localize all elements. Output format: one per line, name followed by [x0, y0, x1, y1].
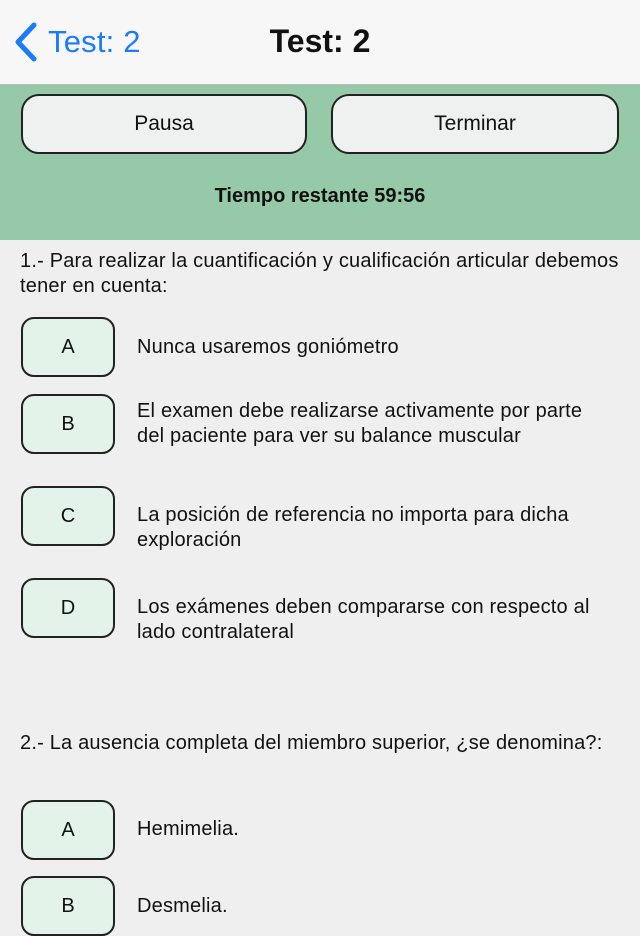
question-2-option-a-button[interactable]: A — [21, 800, 115, 860]
question-1-option-a-button[interactable]: A — [21, 317, 115, 377]
question-1-option-c-text: La posición de referencia no importa para dicha exploración — [137, 504, 569, 551]
question-2-option-b-button[interactable]: B — [21, 876, 115, 936]
question-1-option-d-button[interactable]: D — [21, 578, 115, 638]
question-1-option-a-text: Nunca usaremos goniómetro — [137, 336, 399, 358]
navigation-bar — [0, 0, 640, 85]
question-2-option-a-text: Hemimelia. — [137, 818, 240, 840]
time-remaining: Tiempo restante 59:56 — [214, 185, 426, 207]
control-panel — [0, 85, 640, 240]
question-1-option-b-button[interactable]: B — [21, 394, 115, 454]
question-2-text: 2.- La ausencia completa del miembro superior, ¿se denomina?: — [20, 732, 603, 754]
question-1-option-b-text: El examen debe realizarse activamente por parte del paciente para ver su balance muscular — [137, 400, 583, 447]
finish-button[interactable]: Terminar — [331, 94, 619, 154]
page-title: Test: 2 — [269, 23, 371, 59]
question-1-option-c-button[interactable]: C — [21, 486, 115, 546]
back-button-label: Test: 2 — [48, 24, 141, 59]
question-2-option-b-text: Desmelia. — [137, 895, 228, 917]
pause-button[interactable]: Pausa — [21, 94, 307, 154]
question-1-option-d-text: Los exámenes deben compararse con respecto al lado contralateral — [137, 596, 590, 643]
question-1-text: 1.- Para realizar la cuantificación y cualificación articular debemos tener en cuenta: — [20, 250, 619, 297]
